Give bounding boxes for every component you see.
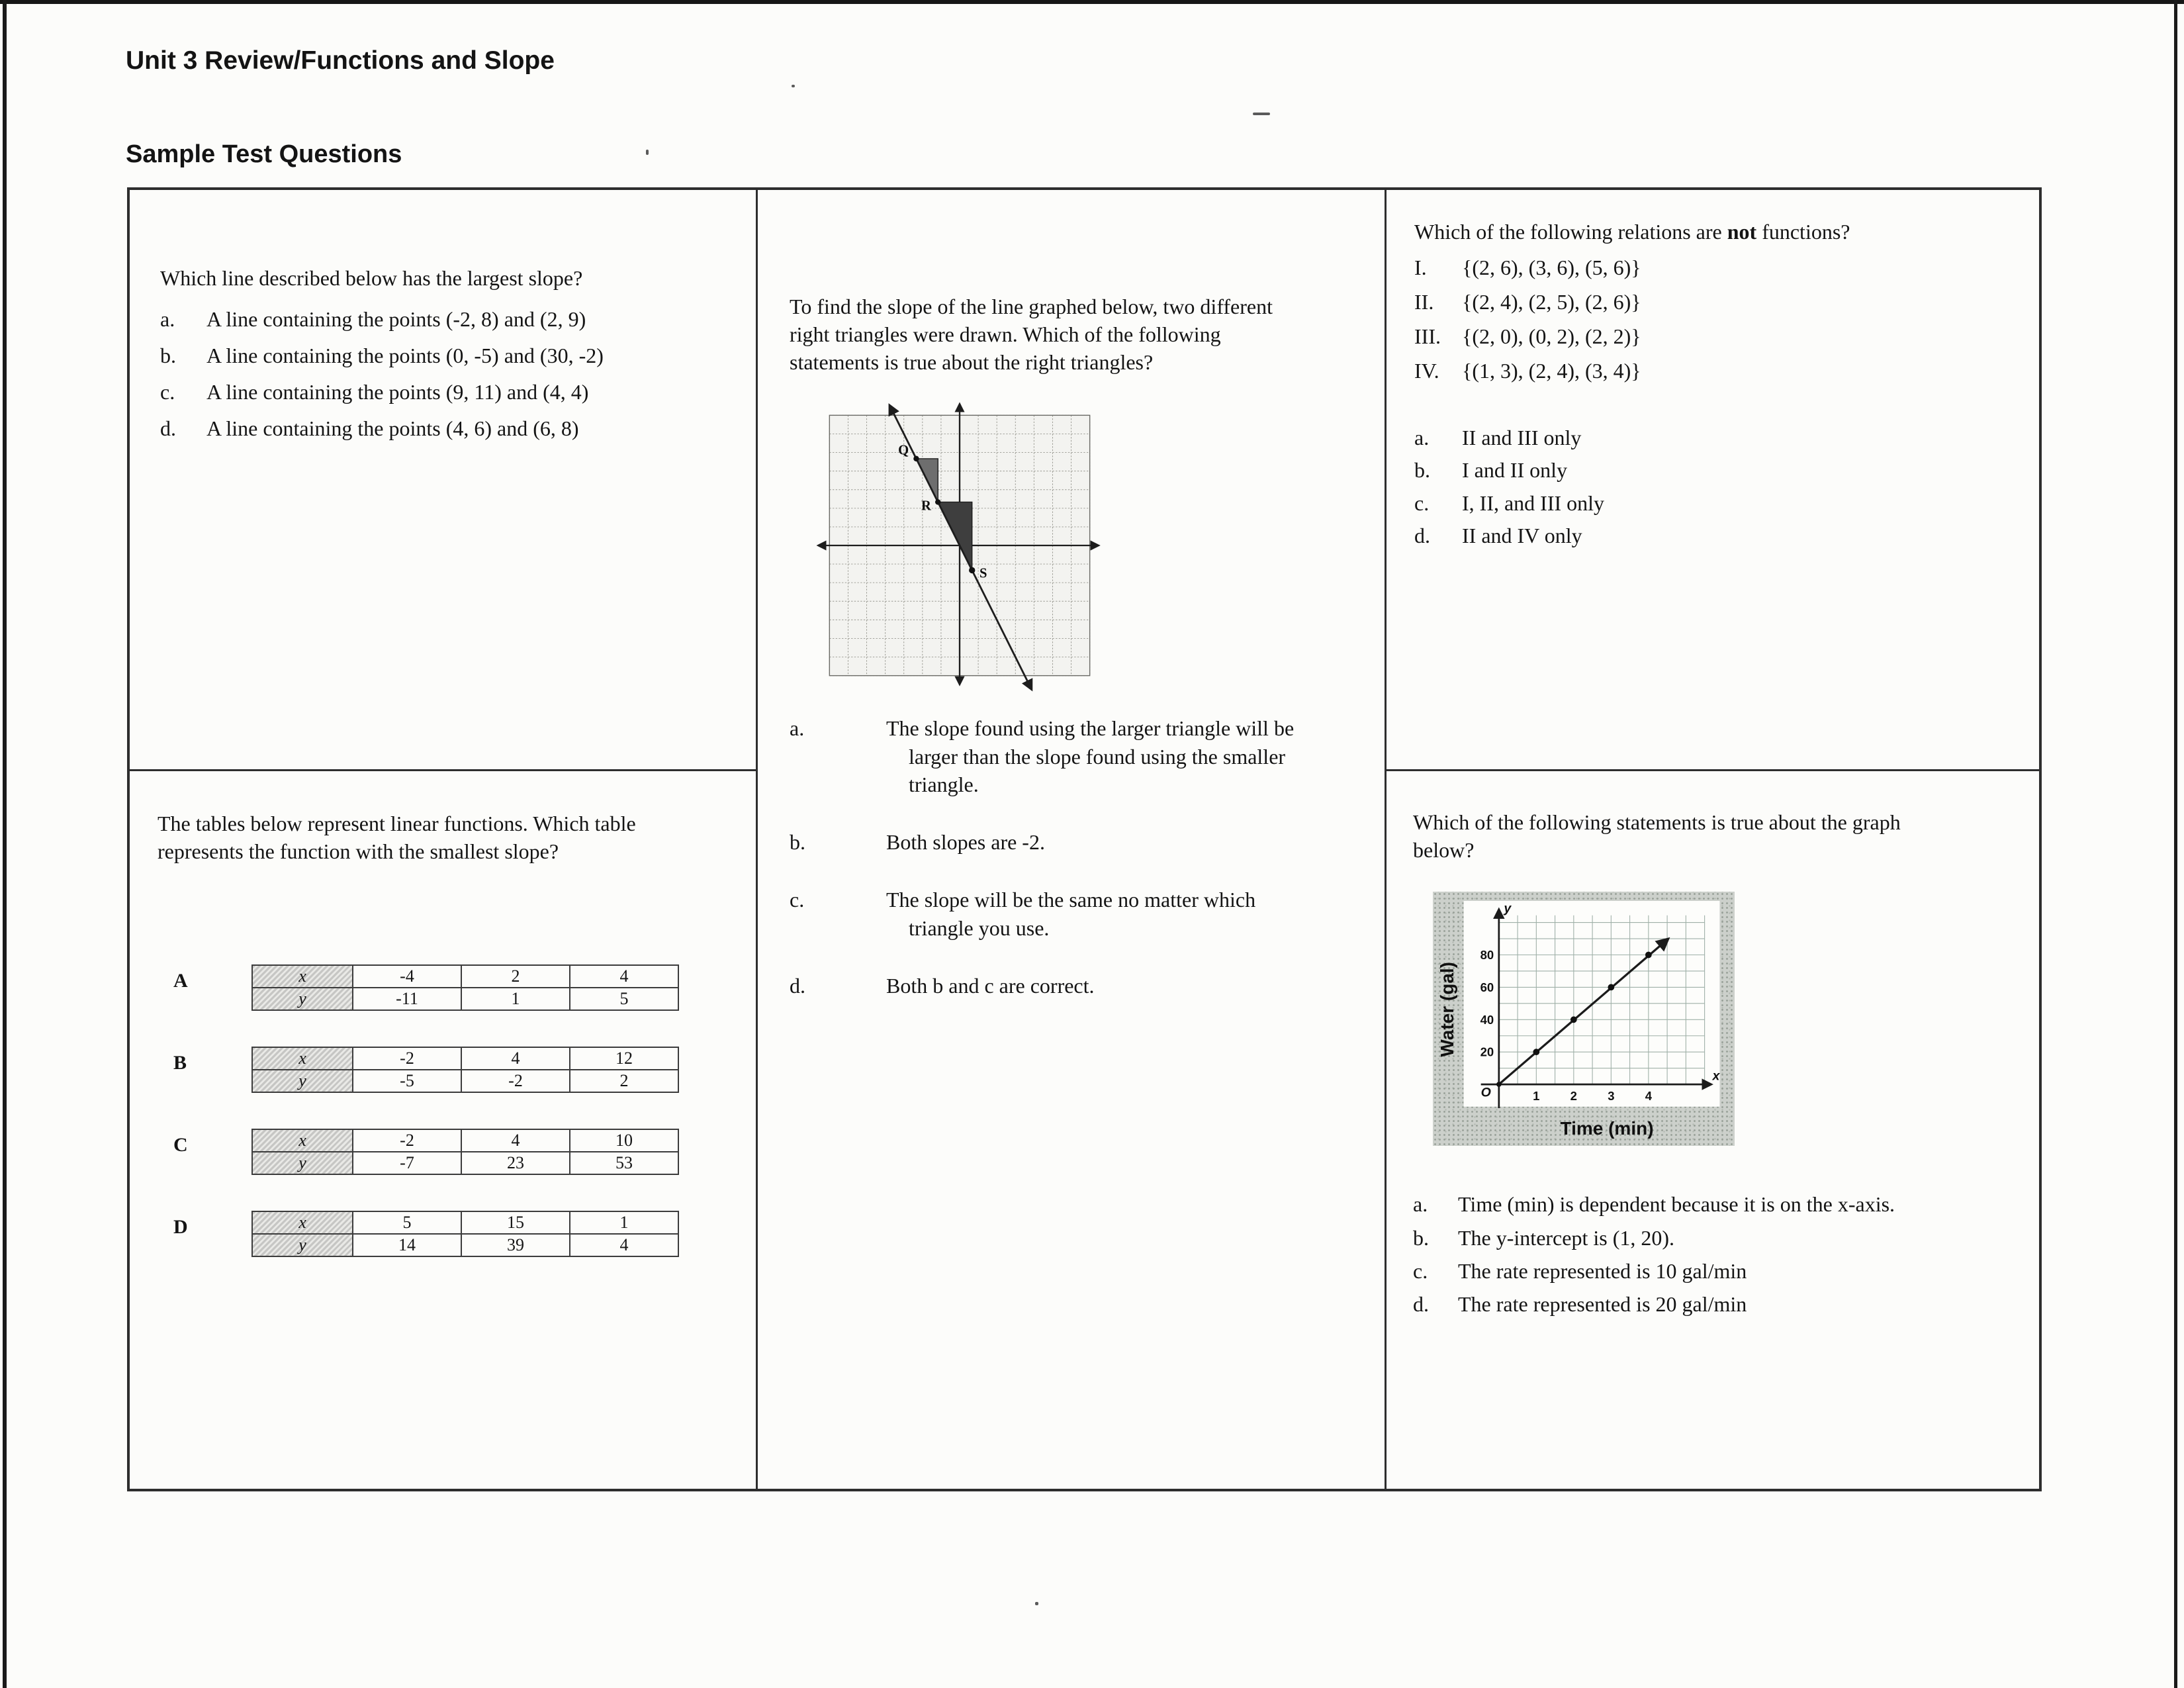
choice-label: b. [790,830,805,855]
choice-label: b. [160,344,176,368]
question-4-prompt: The tables below represent linear functions. Which table represents the function with the smallest slope? [158,812,636,864]
table-cell: -4 [353,965,461,988]
values-table-d [251,1211,679,1257]
relation-row [1414,285,2021,320]
y-axis-title: Water (gal) [1437,961,1457,1057]
table-letter: A [173,970,188,992]
choice-row [1413,1190,2013,1219]
table-cell: 5 [353,1211,461,1234]
choice-row [790,828,1358,857]
x-tick-4: 4 [1645,1089,1652,1103]
water-time-graph [1433,892,1735,1146]
table-cell: -2 [353,1129,461,1152]
choice-label: d. [1413,1291,1429,1316]
values-table-c [251,1129,679,1175]
choice-text: I, II, and III only [1462,491,1605,515]
choice-label: d. [1414,524,1430,548]
choice-label: c. [1414,491,1430,515]
choice-row [160,338,737,374]
scan-edge-left [3,0,7,1688]
table-cell: 4 [461,1047,570,1070]
choice-row [160,410,737,447]
table-row-c [158,1129,737,1175]
choice-text: The slope found using the larger triangle will be larger than the slope found using the smaller triangle. [886,716,1295,797]
x-axis-title: Time (min) [1560,1118,1654,1139]
choice-text: Time (min) is dependent because it is on the x-axis. [1458,1192,1895,1217]
scan-artifact [1253,113,1270,115]
choice-row [1413,1289,2013,1319]
choice-row [790,886,1358,943]
choice-text: A line containing the points (-2, 8) and (2, 9) [206,307,586,332]
y-tick-60: 60 [1480,980,1494,995]
question-2-prompt: To find the slope of the line graphed below, two different right triangles were drawn. Which of the following statements is true about the right triangles? [790,295,1273,375]
choice-row [1414,454,2021,487]
relation-row [1414,320,2021,354]
point-s-label: S [979,566,987,581]
choice-text: Both b and c are correct. [886,973,1095,998]
data-dot-4 [1645,952,1652,959]
values-table-b [251,1047,679,1093]
relation-text: {(1, 3), (2, 4), (3, 4)} [1462,358,1641,383]
x-tick-1: 1 [1533,1089,1540,1103]
relation-label: IV. [1414,358,1439,383]
y-tick-40: 40 [1480,1013,1494,1027]
table-cell: 2 [570,1070,678,1092]
choice-text: The y-intercept is (1, 20). [1458,1225,1674,1250]
choice-text: The slope will be the same no matter which triangle you use. [886,888,1256,941]
point-q-label: Q [898,443,909,458]
question-3-prompt [1414,218,2021,246]
choice-row [160,301,737,338]
relation-label: II. [1414,290,1434,314]
choice-text: The rate represented is 10 gal/min [1458,1258,1747,1283]
row-header-y: y [252,1070,353,1092]
choice-label: c. [160,380,175,404]
choice-row [160,374,737,410]
relation-text: {(2, 0), (0, 2), (2, 2)} [1462,324,1641,348]
choice-text: II and IV only [1462,524,1582,548]
choice-row [1414,422,2021,455]
x-tick-3: 3 [1608,1089,1615,1103]
choice-row [1413,1256,2013,1286]
relation-text: {(2, 4), (2, 5), (2, 6)} [1462,290,1641,314]
table-cell: 4 [570,965,678,988]
table-cell: 4 [461,1129,570,1152]
table-cell: -7 [353,1152,461,1174]
y-axis-letter: y [1504,901,1512,916]
choice-text: Both slopes are -2. [886,830,1045,855]
point-r-label: R [921,498,931,514]
choice-label: b. [1414,458,1430,483]
choice-text: A line containing the points (0, -5) and (30, -2) [206,344,604,368]
row-header-x: x [252,1047,353,1070]
choice-label: c. [1413,1258,1428,1283]
choice-label: a. [1413,1192,1428,1217]
point-s-dot [969,567,975,573]
choice-label: a. [1414,425,1430,449]
relation-text: {(2, 6), (3, 6), (5, 6)} [1462,256,1641,280]
y-tick-80: 80 [1480,948,1494,962]
table-cell: 5 [570,988,678,1010]
data-dot-3 [1608,984,1614,991]
origin-dot [1496,1082,1502,1088]
choice-text: II and III only [1462,425,1582,449]
table-cell: 53 [570,1152,678,1174]
table-cell: 1 [461,988,570,1010]
table-cell: 15 [461,1211,570,1234]
choice-label: d. [790,973,805,998]
prompt-prefix: Which of the following relations are [1414,220,1727,244]
choice-text: The rate represented is 20 gal/min [1458,1291,1747,1316]
relation-label: III. [1414,324,1441,348]
values-table-a [251,964,679,1011]
choice-label: a. [160,307,175,332]
point-r-dot [935,499,940,504]
choice-row [1414,520,2021,553]
scan-artifact [1035,1602,1038,1605]
table-cell: -5 [353,1070,461,1092]
origin-label: O [1480,1086,1491,1101]
scan-artifact [792,85,795,87]
table-letter: C [173,1134,188,1156]
row-header-x: x [252,1211,353,1234]
row-header-y: y [252,1152,353,1174]
page-title: Unit 3 Review/Functions and Slope [126,46,555,75]
table-row-d [158,1211,737,1257]
row-header-x: x [252,965,353,988]
question-5-choices [1413,1190,2013,1319]
choice-label: c. [790,888,805,912]
relation-row [1414,251,2021,285]
question-3-cell [1387,190,2039,771]
question-1-choices [160,301,737,447]
slope-triangles-graph [813,399,1106,697]
prompt-suffix: functions? [1756,220,1850,244]
question-5-prompt: Which of the following statements is true about the graph below? [1413,810,1901,863]
table-cell: 12 [570,1047,678,1070]
relations-list [1414,251,2021,388]
table-letter: D [173,1216,188,1239]
x-tick-2: 2 [1570,1089,1577,1103]
point-q-dot [913,455,919,461]
table-cell: 14 [353,1234,461,1256]
question-2-choices [790,714,1358,1000]
x-axis-letter: x [1712,1069,1720,1084]
row-header-y: y [252,988,353,1010]
question-2-cell [758,190,1387,1489]
table-cell: 1 [570,1211,678,1234]
scan-artifact [646,150,649,155]
choice-text: A line containing the points (9, 11) and (4, 4) [206,380,589,404]
prompt-bold-word: not [1727,220,1757,244]
question-5-cell [1387,771,2039,1489]
question-4-cell [130,771,758,1489]
relation-label: I. [1414,256,1427,280]
choice-text: A line containing the points (4, 6) and (6, 8) [206,416,579,441]
choice-label: b. [1413,1225,1429,1250]
questions-grid [127,187,2042,1491]
row-header-y: y [252,1234,353,1256]
choice-row [790,714,1358,800]
table-cell: 10 [570,1129,678,1152]
data-dot-1 [1533,1049,1539,1056]
y-tick-20: 20 [1480,1045,1494,1060]
table-cell: -2 [353,1047,461,1070]
row-header-x: x [252,1129,353,1152]
question-1-cell [130,190,758,771]
table-cell: 23 [461,1152,570,1174]
scan-edge-right [2174,0,2177,1688]
table-cell: 4 [570,1234,678,1256]
table-cell: -2 [461,1070,570,1092]
data-dot-2 [1570,1017,1577,1023]
choice-row [790,972,1358,1000]
page-subtitle: Sample Test Questions [126,140,402,168]
table-cell: -11 [353,988,461,1010]
choice-row [1413,1223,2013,1252]
water-time-svg [1459,901,1724,1117]
choice-row [1414,487,2021,520]
scan-edge-top [0,0,2184,4]
relation-row [1414,354,2021,389]
question-3-choices [1414,422,2021,553]
table-letter: B [173,1052,187,1074]
table-row-a [158,964,737,1011]
tables-block [158,964,737,1257]
choice-text: I and II only [1462,458,1568,483]
choice-label: a. [790,716,805,740]
slope-triangles-svg [813,399,1106,692]
table-cell: 39 [461,1234,570,1256]
table-row-b [158,1047,737,1093]
question-1-prompt: Which line described below has the largest slope? [160,266,583,290]
choice-label: d. [160,416,176,441]
table-cell: 2 [461,965,570,988]
graph-plot-row [1437,901,1731,1117]
